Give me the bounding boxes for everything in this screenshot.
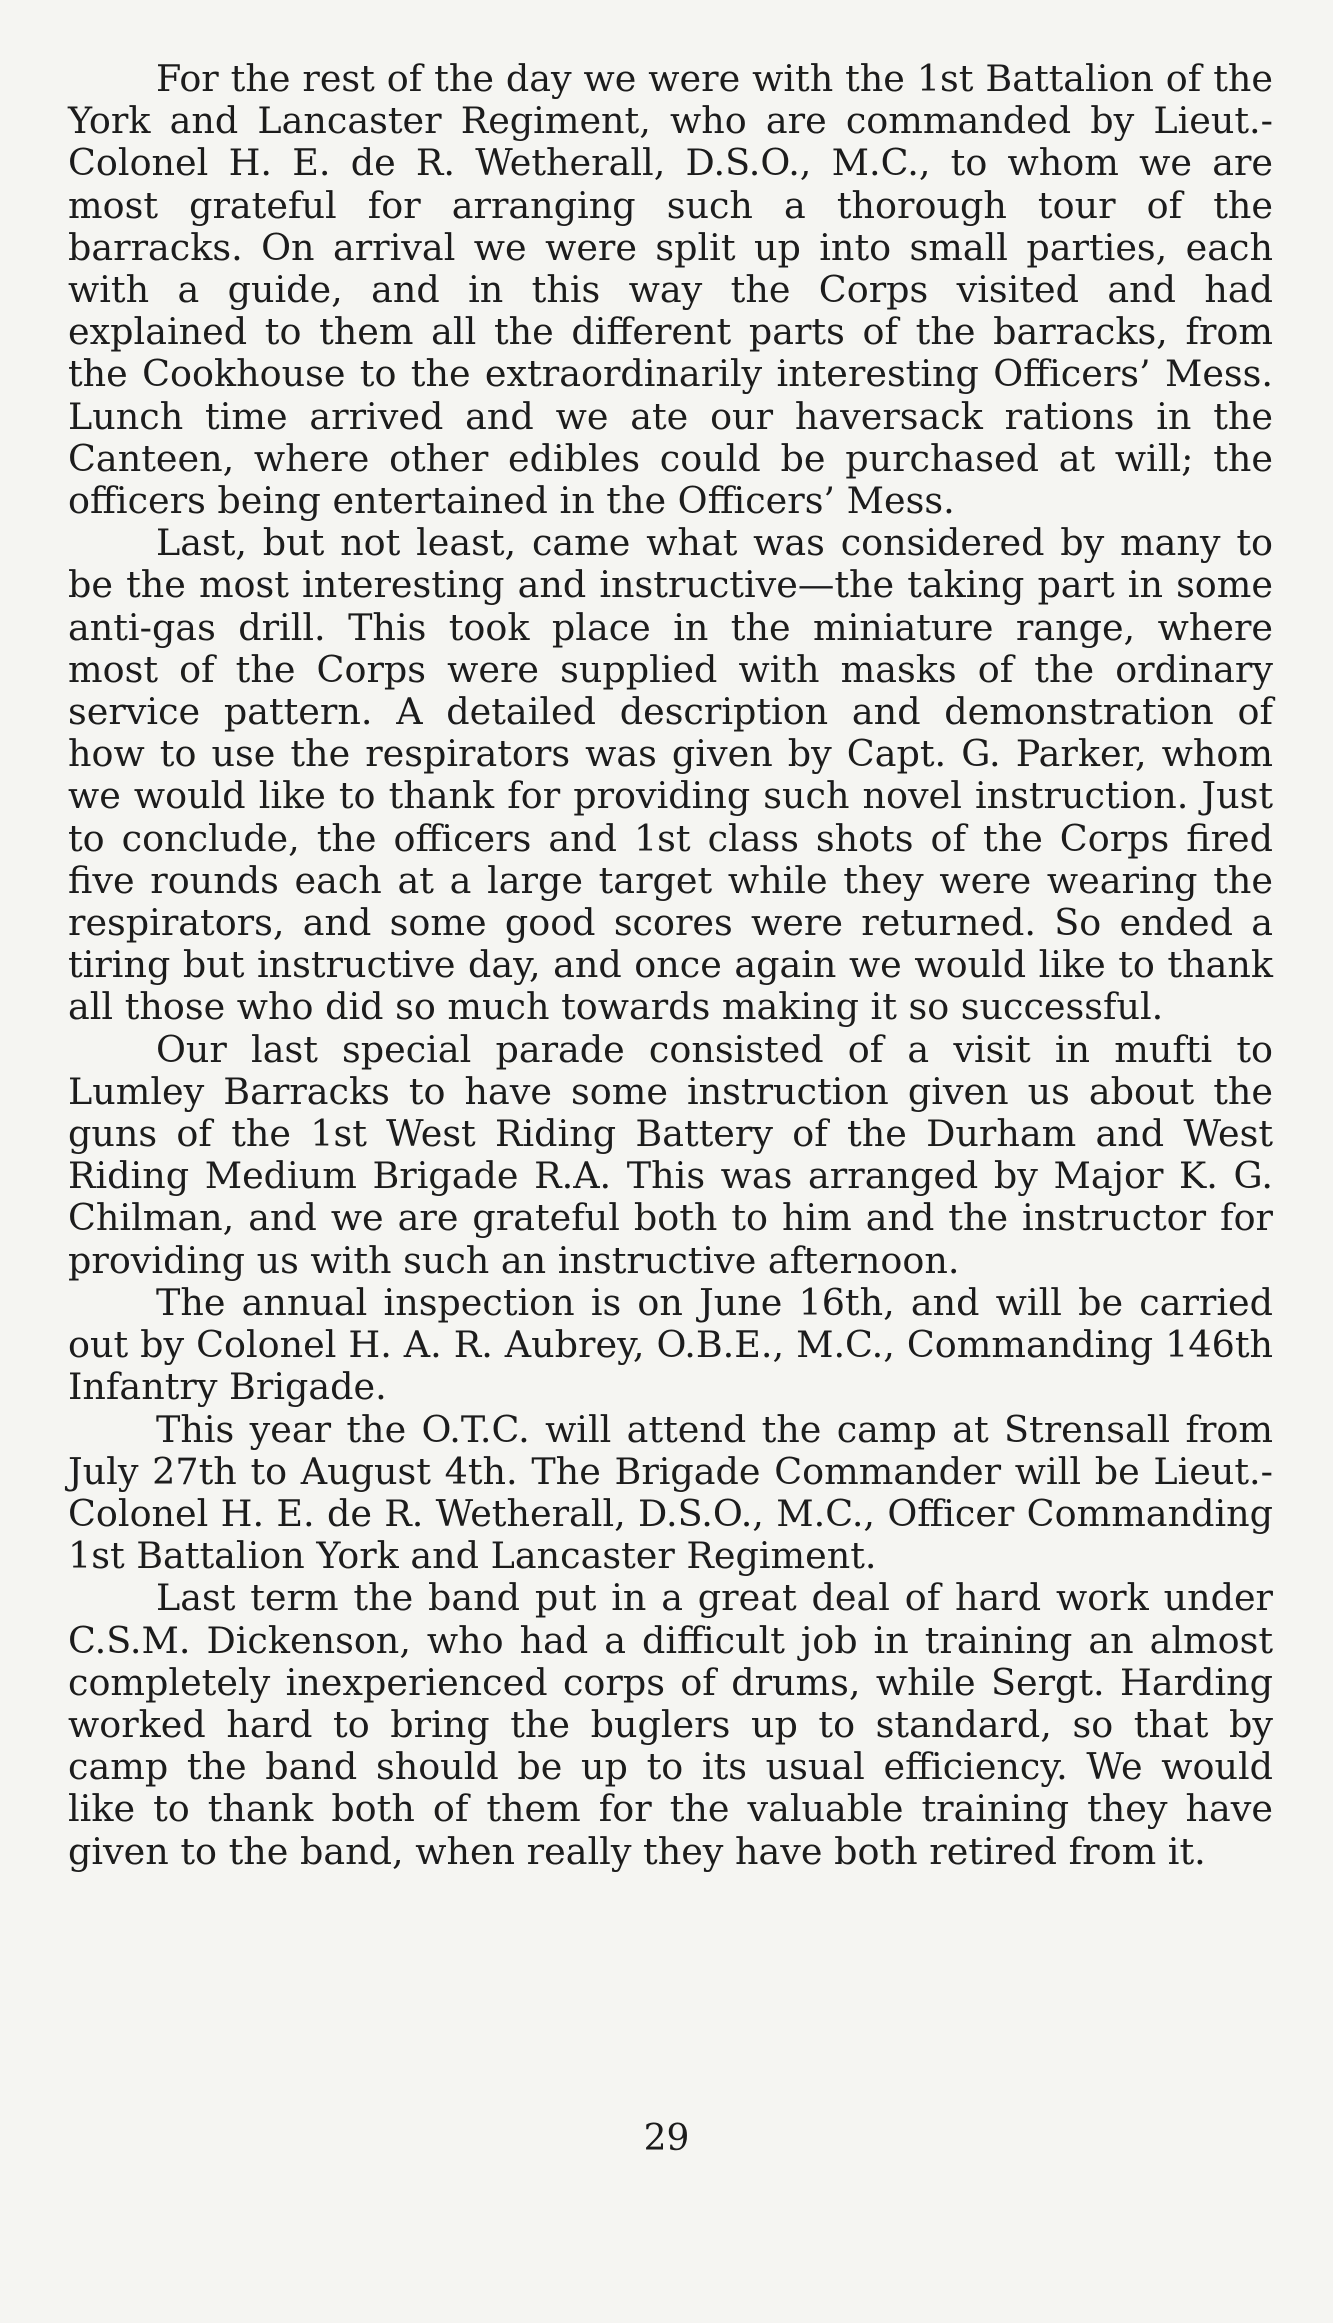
body-text (68, 58, 1273, 1873)
paragraph-strensall-camp: This year the O.T.C. will attend the camp at Strensall from July 27th to August 4th. The Brigade Commander will be Lieut.-Colonel H. E. de R. Wetherall, D.S.O., M.C., Officer Commanding 1st Battalion York and Lancaster Regiment. (68, 1407, 1273, 1578)
paragraph-barracks-tour: For the rest of the day we were with the 1st Battalion of the York and Lancaster Regiment, who are commanded by Lieut.-Colonel H. E. de R. Wetherall, D.S.O., M.C., to whom we are most grateful for arranging such a thorough tour of the barracks. On arrival we were split up into small parties, each with a guide, and in this way the Corps visited and had explained to them all the different parts of the barracks, from the Cookhouse to the extraordinarily interesting Officers’ Mess. Lunch time arrived and we ate our haversack rations in the Canteen, where other edibles could be purchased at will; the officers being entertained in the Officers’ Mess. (68, 57, 1273, 523)
paragraph-annual-inspection: The annual inspection is on June 16th, and will be carried out by Colonel H. A. R. Aubrey, O.B.E., M.C., Commanding 146th Infantry Brigade. (68, 1280, 1273, 1409)
paragraph-lumley-barracks: Our last special parade consisted of a visit in mufti to Lumley Barracks to have some instruction given us about the guns of the 1st West Riding Battery of the Durham and West Riding Medium Brigade R.A. This was arranged by Major K. G. Chilman, and we are grateful both to him and the instructor for providing us with such an instructive afternoon. (68, 1027, 1273, 1282)
paragraph-band: Last term the band put in a great deal of hard work under C.S.M. Dickenson, who had a difficult job in training an almost completely inexperienced corps of drums, while Sergt. Harding worked hard to bring the buglers up to standard, so that by camp the band should be up to its usual efficiency. We would like to thank both of them for the valuable training they have given to the band, when really they have both retired from it. (68, 1576, 1273, 1873)
paragraph-anti-gas-drill: Last, but not least, came what was considered by many to be the most interesting and instructive—the taking part in some anti-gas drill. This took place in the miniature range, where most of the Corps were supplied with masks of the ordinary service pattern. A detailed description and demonstration of how to use the respirators was given by Capt. G. Parker, whom we would like to thank for providing such novel instruction. Just to conclude, the officers and 1st class shots of the Corps fired five rounds each at a large target while they were wearing the respirators, and some good scores were returned. So ended a tiring but instructive day, and once again we would like to thank all those who did so much towards making it so successful. (68, 521, 1273, 1029)
page-number: 29 (643, 2118, 690, 2159)
